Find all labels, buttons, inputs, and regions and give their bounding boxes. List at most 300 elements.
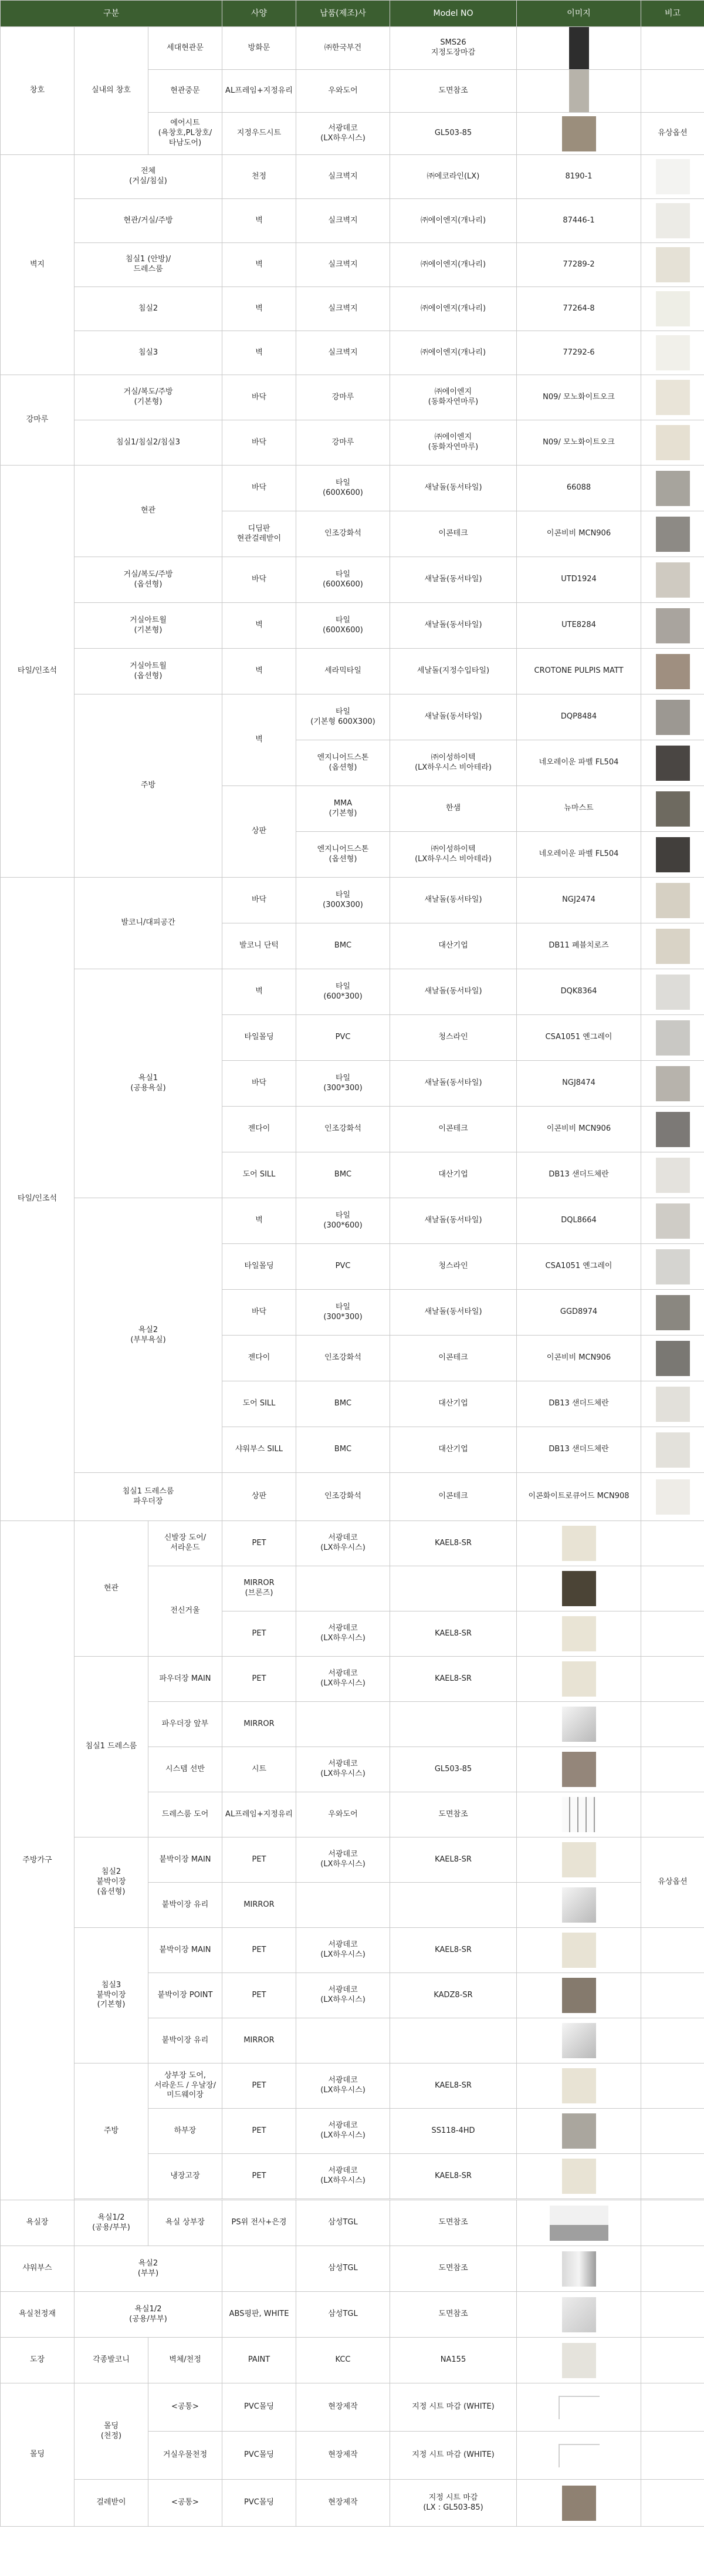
- material-swatch-image: [562, 1978, 596, 2013]
- cell: DQP8484: [517, 694, 641, 740]
- image-cell: [641, 649, 704, 694]
- header-row: [1, 1, 704, 27]
- cell: [641, 1611, 704, 1657]
- material-swatch-image: [656, 1158, 690, 1193]
- cell: 유상옵션: [641, 113, 704, 155]
- cell: [296, 1566, 390, 1611]
- cell: 거실/복도/주방 (기본형): [75, 375, 222, 420]
- table-row: [1, 1657, 704, 1702]
- cell: SMS26 지정도장마감: [390, 27, 517, 70]
- cell: 새날돌(동서타일): [390, 694, 517, 740]
- material-swatch-image: [656, 247, 690, 282]
- cell: 엔지니어드스톤 (옵션형): [296, 740, 390, 786]
- cell: PVC몰딩: [222, 2383, 296, 2432]
- cell: 벽: [222, 331, 296, 375]
- image-cell: [517, 1973, 641, 2018]
- cell: 디딤판 현관걸레받이: [222, 511, 296, 557]
- cell: 주방가구: [1, 1521, 75, 2200]
- cell: 바닥: [222, 466, 296, 511]
- image-cell: [517, 1747, 641, 1792]
- cell: 몰딩: [1, 2383, 75, 2527]
- cell: 침실1 드레스룸 파우더장: [75, 1473, 222, 1521]
- cell: 욕실1/2 (공용/부부): [75, 2200, 148, 2246]
- material-swatch-image: [656, 1387, 690, 1422]
- table-row: [1, 878, 704, 923]
- cell: 벽: [222, 1198, 296, 1244]
- image-cell: [641, 969, 704, 1015]
- image-cell: [641, 1198, 704, 1244]
- material-swatch-image: [562, 1933, 596, 1968]
- table-row: [1, 2292, 704, 2338]
- cell: 이콘테크: [390, 1473, 517, 1521]
- cell: [641, 2338, 704, 2383]
- cell: 현장제작: [296, 2383, 390, 2432]
- cell: [641, 2200, 704, 2246]
- cell: [641, 2064, 704, 2109]
- cell: 침실3 붙박이장 (기본형): [75, 1928, 148, 2064]
- cell: ㈜이성하이텍 (LX하우시스 비아테라): [390, 740, 517, 786]
- cell: 욕실2 (부부욕실): [75, 1198, 222, 1473]
- cell: 대산기업: [390, 1381, 517, 1427]
- cell: BMC: [296, 1427, 390, 1473]
- cell: 강마루: [296, 375, 390, 420]
- cell: UTE8284: [517, 603, 641, 649]
- image-cell: [641, 1152, 704, 1198]
- material-swatch-image: [656, 791, 690, 827]
- cell: N09/ 모노화이트오크: [517, 420, 641, 466]
- cell: 타일 (600X600): [296, 466, 390, 511]
- table-row: [1, 2246, 704, 2292]
- cell: 세날돌(지정수입타일): [390, 649, 517, 694]
- cell: DB11 폐블치로즈: [517, 923, 641, 969]
- cell: 샤워부스 SILL: [222, 1427, 296, 1473]
- cell: 타일 (600X600): [296, 557, 390, 603]
- cell: 붙박이장 유리: [148, 2018, 222, 2064]
- cell: 벽: [222, 199, 296, 243]
- cell: 전체 (거실/침실): [75, 155, 222, 199]
- cabinet-swatch-image: [550, 2206, 608, 2241]
- cell: 파우더장 MAIN: [148, 1657, 222, 1702]
- cell: 침실3: [75, 331, 222, 375]
- table-row: [1, 27, 704, 70]
- cell: PVC몰딩: [222, 2480, 296, 2527]
- cell: SS118-4HD: [390, 2109, 517, 2154]
- cell: 주방: [75, 694, 222, 878]
- cell: ㈜에이엔지(개나리): [390, 243, 517, 287]
- cell: 젠다이: [222, 1336, 296, 1381]
- cell: 벽: [222, 969, 296, 1015]
- image-cell: [641, 1290, 704, 1336]
- cell: PAINT: [222, 2338, 296, 2383]
- cell: 상판: [222, 1473, 296, 1521]
- image-cell: [517, 2064, 641, 2109]
- table-row: [1, 155, 704, 199]
- cell: ㈜에이엔지(개나리): [390, 199, 517, 243]
- cell: [641, 1973, 704, 2018]
- cell: 도장: [1, 2338, 75, 2383]
- cell: GL503-85: [390, 113, 517, 155]
- image-cell: [517, 27, 641, 70]
- cell: [641, 2383, 704, 2432]
- cell: 붙박이장 MAIN: [148, 1928, 222, 1973]
- cell: 강마루: [1, 375, 75, 466]
- cell: ㈜에코라인(LX): [390, 155, 517, 199]
- cell: 벽: [222, 649, 296, 694]
- cell: 거실아트월 (기본형): [75, 603, 222, 649]
- cell: 서광데코 (LX하우시스): [296, 2109, 390, 2154]
- cell: 타일 (600*300): [296, 969, 390, 1015]
- cell: 우와도어: [296, 70, 390, 113]
- cell: 타일몰딩: [222, 1244, 296, 1290]
- molding-profile-image: [559, 2396, 600, 2419]
- cell: [641, 2480, 704, 2527]
- table-row: [1, 1473, 704, 1521]
- cell: 새날돌(동서타일): [390, 878, 517, 923]
- cell: 새날돌(동서타일): [390, 1290, 517, 1336]
- cell: 타일몰딩: [222, 1015, 296, 1061]
- cell: AL프레임+지정유리: [222, 1792, 296, 1837]
- cell: 상판: [222, 786, 296, 878]
- cell: 8190-1: [517, 155, 641, 199]
- material-swatch-image: [656, 517, 690, 552]
- cell: 현관/거실/주방: [75, 199, 222, 243]
- cell: [641, 27, 704, 70]
- cell: 젠다이: [222, 1107, 296, 1152]
- cell: 현장제작: [296, 2480, 390, 2527]
- cell: [641, 70, 704, 113]
- cell: 침실2: [75, 287, 222, 331]
- cell: PVC: [296, 1244, 390, 1290]
- image-cell: [641, 740, 704, 786]
- image-cell: [517, 1792, 641, 1837]
- cell: 서광데코 (LX하우시스): [296, 1657, 390, 1702]
- cell: 바닥: [222, 1061, 296, 1107]
- cell: [641, 2109, 704, 2154]
- material-swatch-image: [562, 1526, 596, 1561]
- cell: 세대현관문: [148, 27, 222, 70]
- cell: [641, 1657, 704, 1702]
- cell: 시스템 선반: [148, 1747, 222, 1792]
- cell: 붙박이장 MAIN: [148, 1837, 222, 1883]
- cell: 도면참조: [390, 1792, 517, 1837]
- cell: 이콘테크: [390, 1336, 517, 1381]
- table-row: [1, 1521, 704, 1566]
- material-swatch-image: [656, 700, 690, 735]
- cell: 이콘비비 MCN906: [517, 1336, 641, 1381]
- image-cell: [641, 694, 704, 740]
- cell: 욕실 상부장: [148, 2200, 222, 2246]
- cell: 현관: [75, 1521, 148, 1657]
- material-swatch-image: [656, 883, 690, 918]
- cell: 상부장 도어, 서라운드 / 우날장/ 미드웨이장: [148, 2064, 222, 2109]
- ceiling-swatch-image: [562, 2297, 596, 2332]
- cell: 서광데코 (LX하우시스): [296, 1928, 390, 1973]
- cell: PET: [222, 1657, 296, 1702]
- image-cell: [641, 832, 704, 878]
- table-row: [1, 420, 704, 466]
- cell: 욕실장: [1, 2200, 75, 2246]
- cell: BMC: [296, 923, 390, 969]
- image-cell: [517, 1928, 641, 1973]
- cell: DQK8364: [517, 969, 641, 1015]
- paint-swatch-image: [562, 2343, 596, 2378]
- material-swatch-image: [656, 159, 690, 194]
- material-swatch-image: [656, 608, 690, 643]
- cell: 서광데코 (LX하우시스): [296, 1837, 390, 1883]
- cell: 각종발코니: [75, 2338, 148, 2383]
- cell: [641, 2018, 704, 2064]
- cell: 벽: [222, 287, 296, 331]
- cell: 인조강화석: [296, 1473, 390, 1521]
- cell: PVC: [296, 1015, 390, 1061]
- table-row: [1, 2338, 704, 2383]
- cell: PET: [222, 1611, 296, 1657]
- cell: ㈜에이엔지(개나리): [390, 287, 517, 331]
- cell: 주방: [75, 2064, 148, 2199]
- cell: DB13 샌더드체란: [517, 1381, 641, 1427]
- door-swatch-image: [562, 1797, 596, 1832]
- image-cell: [641, 420, 704, 466]
- material-swatch-image: [656, 1432, 690, 1468]
- image-cell: [517, 2383, 641, 2432]
- image-cell: [641, 511, 704, 557]
- cell: [390, 1702, 517, 1747]
- header-image: 이미지: [517, 1, 641, 27]
- cell: [390, 1566, 517, 1611]
- cell: 도면참조: [390, 2292, 517, 2338]
- material-swatch-image: [656, 291, 690, 326]
- cell: 인조강화석: [296, 1107, 390, 1152]
- cell: 세라믹타일: [296, 649, 390, 694]
- cell: 침실2 붙박이장 (옵션형): [75, 1837, 148, 1928]
- cell: ㈜에이엔지(개나리): [390, 331, 517, 375]
- image-cell: [517, 2480, 641, 2527]
- cell: 새날돌(동서타일): [390, 1061, 517, 1107]
- cell: 시트: [222, 1747, 296, 1792]
- cell: 몰딩 (천정): [75, 2383, 148, 2480]
- cell: 냉장고장: [148, 2154, 222, 2199]
- middle-door-swatch-image: [569, 70, 589, 112]
- cell: [641, 1702, 704, 1747]
- image-cell: [641, 1061, 704, 1107]
- material-swatch-image: [562, 2159, 596, 2194]
- cell: 바닥: [222, 420, 296, 466]
- cell: 대산기업: [390, 1152, 517, 1198]
- cell: 서광데코 (LX하우시스): [296, 2064, 390, 2109]
- cell: KAEL8-SR: [390, 2064, 517, 2109]
- cell: MIRROR: [222, 1702, 296, 1747]
- table-row: [1, 1837, 704, 1883]
- cell: 발코니 단턱: [222, 923, 296, 969]
- image-cell: [641, 331, 704, 375]
- material-swatch-image: [656, 746, 690, 781]
- table-row: [1, 287, 704, 331]
- cell: 이콘화이트로큐어드 MCN908: [517, 1473, 641, 1521]
- material-swatch-image: [656, 1203, 690, 1239]
- table-row: [1, 2480, 704, 2527]
- material-swatch-image: [562, 1752, 596, 1787]
- cell: 도면참조: [390, 70, 517, 113]
- table-row: [1, 243, 704, 287]
- cell: 77264-8: [517, 287, 641, 331]
- image-cell: [517, 1521, 641, 1566]
- material-swatch-image: [562, 1616, 596, 1651]
- cell: PVC몰딩: [222, 2432, 296, 2480]
- cell: 천정: [222, 155, 296, 199]
- material-swatch-image: [656, 929, 690, 964]
- image-cell: [517, 2338, 641, 2383]
- cell: 도면참조: [390, 2200, 517, 2246]
- cell: 바닥: [222, 557, 296, 603]
- shower-booth-swatch-image: [562, 2251, 596, 2287]
- cell: PET: [222, 2109, 296, 2154]
- cell: 삼성TGL: [296, 2246, 390, 2292]
- cell: 서광데코 (LX하우시스): [296, 113, 390, 155]
- image-cell: [641, 1427, 704, 1473]
- cell: PS위 전사+은경: [222, 2200, 296, 2246]
- cell: CSA1051 옌그레이: [517, 1244, 641, 1290]
- cell: ABS평판, WHITE: [222, 2292, 296, 2338]
- cell: 타일 (300*300): [296, 1290, 390, 1336]
- cell: 인조강화석: [296, 1336, 390, 1381]
- cell: [641, 2246, 704, 2292]
- cell: KADZ8-SR: [390, 1973, 517, 2018]
- image-cell: [517, 70, 641, 113]
- cell: 거실아트월 (옵션형): [75, 649, 222, 694]
- image-cell: [517, 2432, 641, 2480]
- cell: <공통>: [148, 2480, 222, 2527]
- cell: NGJ2474: [517, 878, 641, 923]
- cell: 거실/복도/주방 (옵션형): [75, 557, 222, 603]
- image-cell: [641, 287, 704, 331]
- image-cell: [641, 603, 704, 649]
- material-swatch-image: [656, 335, 690, 370]
- cell: 타일 (기본형 600X300): [296, 694, 390, 740]
- header-supplier: 납품(제조)사: [296, 1, 390, 27]
- material-swatch-image: [562, 2113, 596, 2149]
- cell: 대산기업: [390, 1427, 517, 1473]
- cell: 타일/인조석: [1, 466, 75, 878]
- cell: 바닥: [222, 375, 296, 420]
- material-swatch-image: [656, 1020, 690, 1056]
- cell: [641, 1792, 704, 1837]
- cell: 신발장 도어/ 서라운드: [148, 1521, 222, 1566]
- cell: 지정 시트 마감 (WHITE): [390, 2383, 517, 2432]
- cell: 실크벽지: [296, 331, 390, 375]
- image-cell: [641, 923, 704, 969]
- cell: MIRROR: [222, 1883, 296, 1928]
- cell: KAEL8-SR: [390, 1521, 517, 1566]
- cell: [390, 1883, 517, 1928]
- cell: 지정 시트 마감 (WHITE): [390, 2432, 517, 2480]
- cell: ㈜에이엔지 (동화자연마루): [390, 375, 517, 420]
- cell: 창호: [1, 27, 75, 155]
- header-remark: 비고: [641, 1, 704, 27]
- cell: PET: [222, 1837, 296, 1883]
- cell: 87446-1: [517, 199, 641, 243]
- cell: 침실1/침실2/침실3: [75, 420, 222, 466]
- cell: 실크벽지: [296, 243, 390, 287]
- cell: 타일 (300X300): [296, 878, 390, 923]
- table-row: [1, 694, 704, 740]
- image-cell: [641, 557, 704, 603]
- material-swatch-image: [656, 654, 690, 689]
- material-swatch-image: [562, 116, 596, 151]
- table-row: [1, 2200, 704, 2246]
- image-cell: [517, 1837, 641, 1883]
- image-cell: [641, 1015, 704, 1061]
- cell: [390, 2018, 517, 2064]
- cell: 네오레이운 파벨 FL504: [517, 832, 641, 878]
- image-cell: [641, 466, 704, 511]
- material-swatch-image: [656, 1295, 690, 1330]
- table-row: [1, 1928, 704, 1973]
- image-cell: [641, 1336, 704, 1381]
- table-row: [1, 375, 704, 420]
- cell: 드레스룸 도어: [148, 1792, 222, 1837]
- cell: 새날돌(동서타일): [390, 603, 517, 649]
- image-cell: [517, 2200, 641, 2246]
- cell: KAEL8-SR: [390, 1657, 517, 1702]
- cell: 이콘비비 MCN906: [517, 1107, 641, 1152]
- cell: DQL8664: [517, 1198, 641, 1244]
- cell: 77289-2: [517, 243, 641, 287]
- table-row: [1, 603, 704, 649]
- image-cell: [517, 1657, 641, 1702]
- cell: 방화문: [222, 27, 296, 70]
- mirror-swatch-image: [562, 2023, 596, 2058]
- cell: MIRROR (브론즈): [222, 1566, 296, 1611]
- cell: 에어시트 (욕창호,PL창호/ 타남도어): [148, 113, 222, 155]
- cell: [641, 1747, 704, 1792]
- cell: 하부장: [148, 2109, 222, 2154]
- cell: [296, 2018, 390, 2064]
- cell: 욕실1 (공용욕실): [75, 969, 222, 1198]
- cell: 66088: [517, 466, 641, 511]
- cell: 삼성TGL: [296, 2292, 390, 2338]
- cell: 바닥: [222, 878, 296, 923]
- table-row: [1, 199, 704, 243]
- cell: [641, 2292, 704, 2338]
- material-swatch-image: [562, 2486, 596, 2521]
- cell: 지정우드시트: [222, 113, 296, 155]
- image-cell: [517, 113, 641, 155]
- cell: CROTONE PULPIS MATT: [517, 649, 641, 694]
- cell: CSA1051 옌그레이: [517, 1015, 641, 1061]
- header-category: 구분: [1, 1, 222, 27]
- cell: 샤워부스: [1, 2246, 75, 2292]
- image-cell: [517, 1702, 641, 1747]
- cell: 지정 시트 마감 (LX : GL503-85): [390, 2480, 517, 2527]
- cell: 서광데코 (LX하우시스): [296, 1521, 390, 1566]
- image-cell: [517, 2292, 641, 2338]
- cell: [641, 1928, 704, 1973]
- cell: 새날돌(동서타일): [390, 969, 517, 1015]
- image-cell: [641, 1107, 704, 1152]
- material-swatch-image: [656, 380, 690, 415]
- table-row: [1, 1198, 704, 1244]
- cell: 서광데코 (LX하우시스): [296, 1747, 390, 1792]
- cell: BMC: [296, 1152, 390, 1198]
- cell: 서광데코 (LX하우시스): [296, 1611, 390, 1657]
- cell: 욕실1/2 (공용/부부): [75, 2292, 222, 2338]
- cell: 새날돌(동서타일): [390, 1198, 517, 1244]
- image-cell: [641, 1381, 704, 1427]
- cell: 도어 SILL: [222, 1381, 296, 1427]
- cell: UTD1924: [517, 557, 641, 603]
- cell: 한샘: [390, 786, 517, 832]
- cell: 청스라인: [390, 1244, 517, 1290]
